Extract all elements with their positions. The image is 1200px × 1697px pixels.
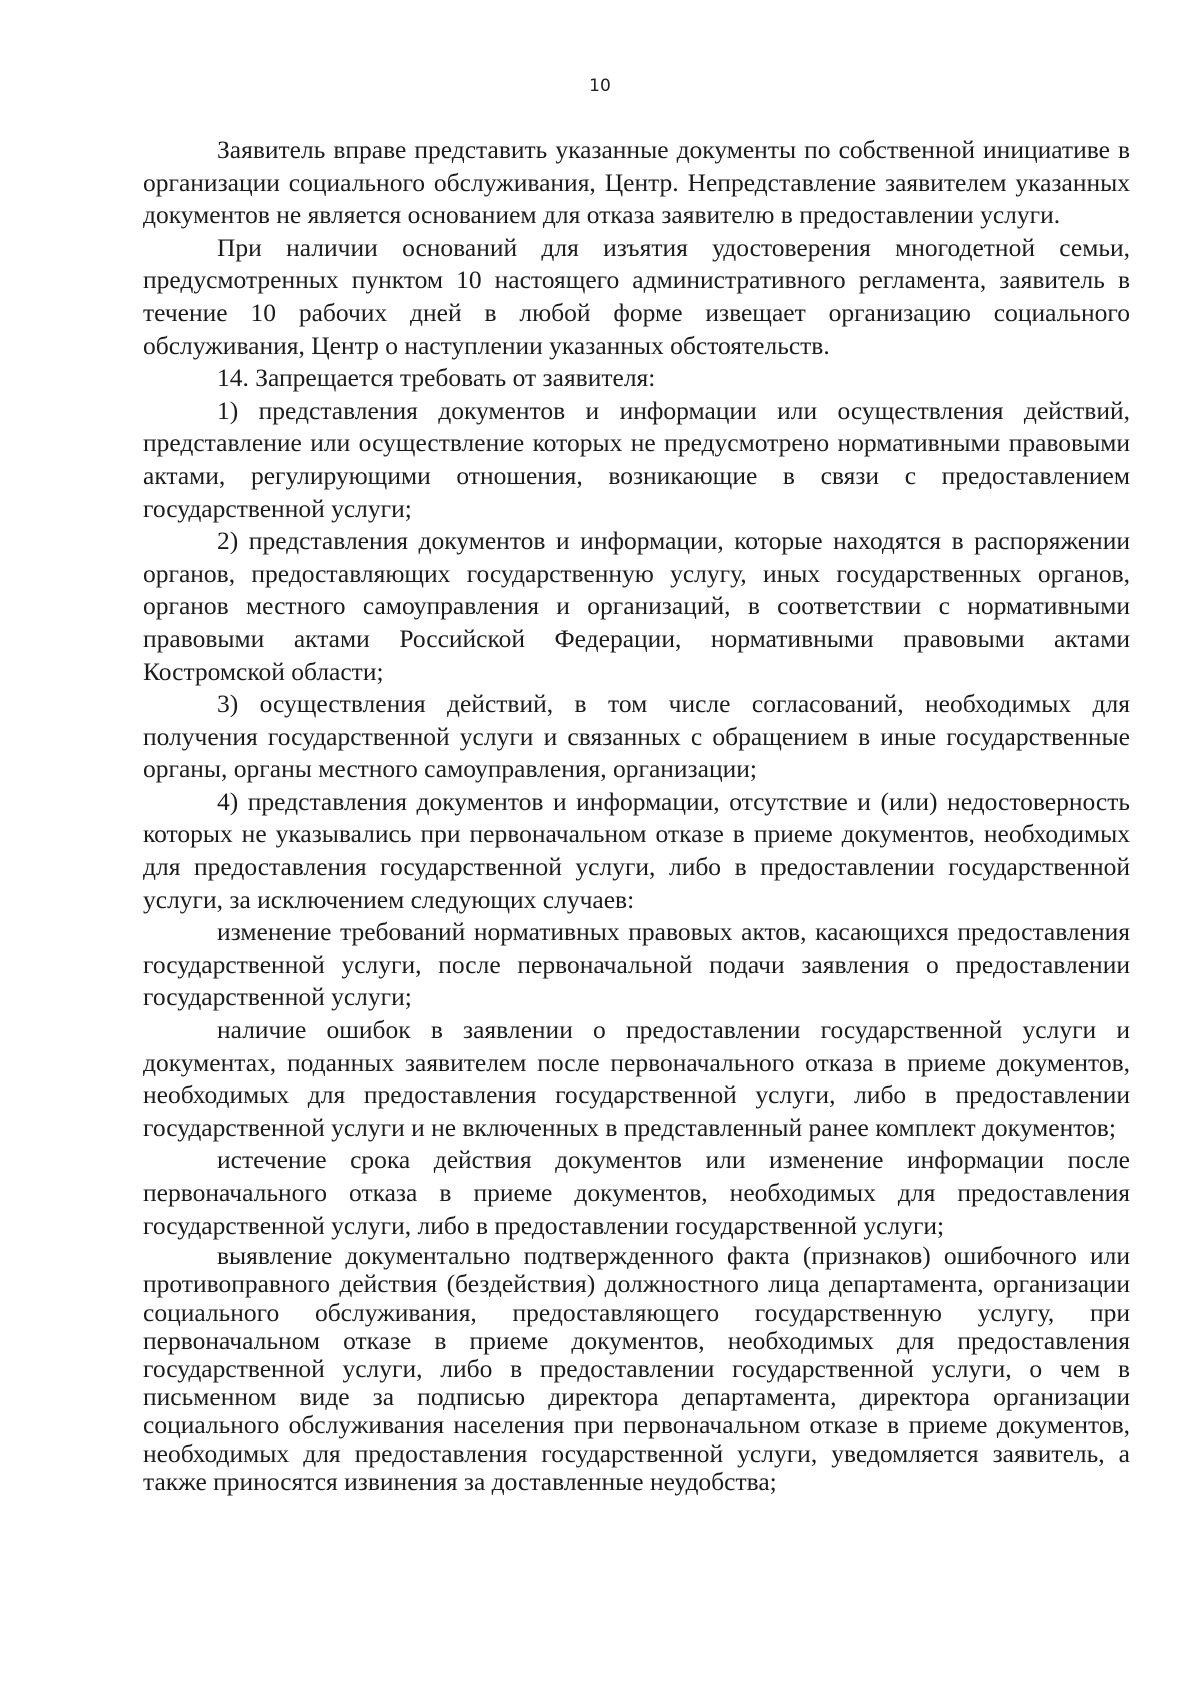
- exception-requirements-change: изменение требований нормативных правовых актов, касающихся предоставления государственной услуги, после первоначальной подачи заявления о предоставлении государственной услуги;: [143, 917, 1130, 1012]
- exception-official-misconduct: выявление документально подтвержденного факта (признаков) ошибочного или противоправного действия (бездействия) должностного лица департамента, организации социального обслуживания, предоставляющего государственную услугу, при первоначальном отказе в приеме документов, необходимых для предоставления государственной услуги, либо в предоставлении государственной услуги, о чем в письменном виде за подписью директора департамента, директора организации социального обслуживания населения при первоначальном отказе в приеме документов, необходимых для предоставления государственной услуги, уведомляется заявитель, а также приносятся извинения за доставленные неудобства;: [143, 1241, 1130, 1496]
- exception-documents-expiry: истечение срока действия документов или изменение информации после первоначального отказа в приеме документов, необходимых для предоставления государственной услуги, либо в предоставлении государственной услуги;: [143, 1145, 1130, 1240]
- list-item-2: 2) представления документов и информации, которые находятся в распоряжении органов, предоставляющих государственную услугу, иных государственных органов, органов местного самоуправления и организаций, в соответствии с нормативными правовыми актами Российской Федерации, нормативными правовыми актами Костромской области;: [143, 526, 1130, 686]
- page-number: 10: [589, 76, 611, 96]
- exception-errors-in-application: наличие ошибок в заявлении о предоставлении государственной услуги и документах, поданных заявителем после первоначального отказа в приеме документов, необходимых для предоставления государственной услуги, либо в предоставлении государственной услуги и не включенных в представленный ранее комплект документов;: [143, 1015, 1130, 1142]
- list-item-4: 4) представления документов и информации, отсутствие и (или) недостоверность которых не указывались при первоначальном отказе в приеме документов, необходимых для предоставления государственной услуги, либо в предоставлении государственной услуги, за исключением следующих случаев:: [143, 786, 1130, 914]
- paragraph-14-heading: 14. Запрещается требовать от заявителя:: [217, 363, 656, 393]
- paragraph-grounds-withdrawal: При наличии оснований для изъятия удостоверения многодетной семьи, предусмотренных пунктом 10 настоящего административного регламента, заявитель в течение 10 рабочих дней в любой форме извещает организацию социального обслуживания, Центр о наступлении указанных обстоятельств.: [143, 232, 1130, 360]
- paragraph-documents-own-initiative: Заявитель вправе представить указанные документы по собственной инициативе в организации социального обслуживания, Центр. Непредставление заявителем указанных документов не является основанием для отказа заявителю в предоставлении услуги.: [143, 135, 1130, 230]
- list-item-1: 1) представления документов и информации или осуществления действий, представление или осуществление которых не предусмотрено нормативными правовыми актами, регулирующими отношения, возникающие в связи с предоставлением государственной услуги;: [143, 395, 1130, 523]
- document-body: [143, 134, 1130, 1496]
- list-item-3: 3) осуществления действий, в том числе согласований, необходимых для получения государственной услуги и связанных с обращением в иные государственные органы, органы местного самоуправления, организации;: [143, 689, 1130, 784]
